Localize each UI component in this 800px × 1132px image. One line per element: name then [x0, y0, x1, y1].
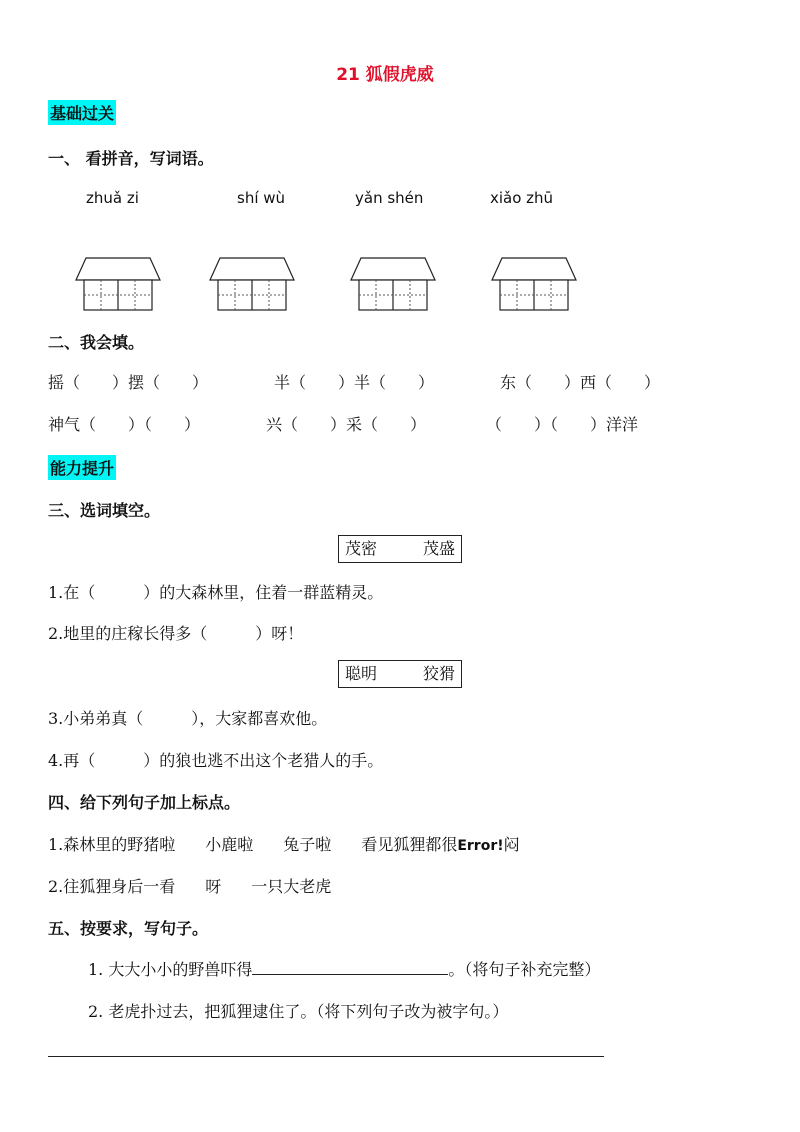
- q3-sentence-3: 3.小弟弟真（ ），大家都喜欢他。: [48, 709, 328, 728]
- q4-s1-part: 闷: [503, 835, 520, 854]
- q2-r2-item3: （ ）（ ）洋洋: [486, 415, 639, 434]
- pinyin-1: zhuǎ zi: [86, 189, 139, 207]
- q4-sentence-1: [48, 832, 520, 855]
- pinyin-2: shí wù: [237, 189, 286, 207]
- word-option: 茂密: [345, 539, 378, 558]
- q3-heading: 三、选词填空。: [48, 501, 161, 520]
- q4-heading: 四、给下列句子加上标点。: [48, 793, 241, 812]
- q4-s2-part: 2.往狐狸身后一看: [48, 877, 176, 896]
- error-text: Error!: [457, 838, 504, 854]
- writing-grid-4[interactable]: [490, 256, 580, 312]
- q2-r2-item2: 兴（ ）采（ ）: [266, 415, 427, 434]
- q2-heading: 二、我会填。: [48, 333, 145, 352]
- q5-heading: 五、按要求，写句子。: [48, 919, 209, 938]
- q2-r1-item2: 半（ ）半（ ）: [274, 373, 435, 392]
- q4-s2-part: 呀: [205, 877, 222, 896]
- writing-grid-1[interactable]: [74, 256, 164, 312]
- page-title: 21 狐假虎威: [336, 65, 434, 85]
- q2-r2-item1: 神气（ ）（ ）: [48, 415, 201, 434]
- answer-line[interactable]: [48, 1056, 604, 1057]
- q3-sentence-1: 1.在（ ）的大森林里，住着一群蓝精灵。: [48, 583, 384, 602]
- word-option: 聪明: [345, 664, 378, 683]
- word-choice-box-1: [338, 535, 462, 563]
- q4-s1-part: 看见狐狸都很: [361, 835, 458, 854]
- word-option: 狡猾: [422, 664, 455, 683]
- pinyin-3: yǎn shén: [355, 189, 424, 207]
- q5-s1-pre: 1. 大大小小的野兽吓得: [88, 960, 253, 979]
- word-choice-box-2: [338, 660, 462, 688]
- section-ability-label: 能力提升: [48, 455, 116, 480]
- pinyin-4: xiǎo zhū: [490, 189, 554, 207]
- writing-grid-2[interactable]: [208, 256, 298, 312]
- q4-s1-part: 1.森林里的野猪啦: [48, 835, 176, 854]
- q3-sentence-4: 4.再（ ）的狼也逃不出这个老猎人的手。: [48, 751, 384, 770]
- q2-r1-item1: 摇（ ）摆（ ）: [48, 373, 209, 392]
- q2-r1-item3: 东（ ）西（ ）: [500, 373, 661, 392]
- q5-s1-post: 。（将句子补充完整）: [448, 960, 601, 979]
- section-basic-label: 基础过关: [48, 100, 116, 125]
- answer-blank[interactable]: [252, 960, 448, 975]
- writing-grid-3[interactable]: [349, 256, 439, 312]
- q4-s2-part: 一只大老虎: [251, 877, 332, 896]
- q4-sentence-2: [48, 874, 331, 897]
- q5-sentence-2: 2. 老虎扑过去，把狐狸逮住了。（将下列句子改为被字句。）: [88, 1002, 509, 1021]
- q4-s1-part: 小鹿啦: [205, 835, 254, 854]
- q4-s1-part: 兔子啦: [283, 835, 332, 854]
- q3-sentence-2: 2.地里的庄稼长得多（ ）呀！: [48, 624, 304, 643]
- q5-sentence-1: [88, 957, 600, 980]
- word-option: 茂盛: [422, 539, 455, 558]
- q1-heading: 一、 看拼音，写词语。: [48, 149, 214, 168]
